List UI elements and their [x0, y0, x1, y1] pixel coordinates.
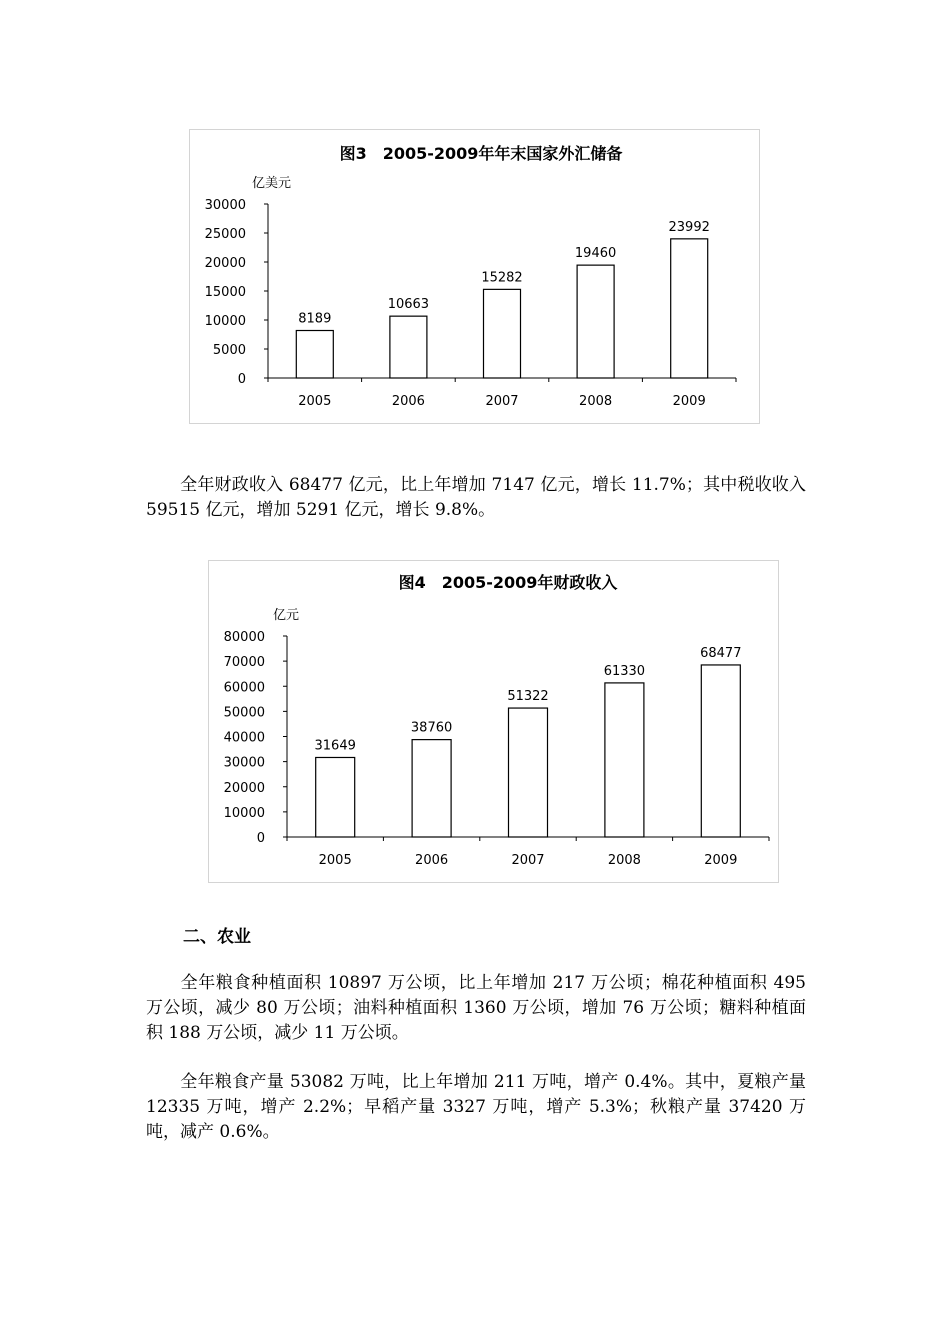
x-tick-label: 2008 [579, 394, 613, 409]
y-tick-label: 60000 [223, 680, 265, 696]
x-tick-label: 2005 [318, 853, 352, 868]
bar-value-label: 38760 [410, 720, 453, 736]
y-tick-label: 25000 [204, 227, 246, 242]
y-tick-label: 0 [256, 831, 265, 846]
y-tick-label: 20000 [223, 780, 265, 796]
chart-title: 图4 2005-2009年财政收入 [398, 573, 618, 592]
y-tick-label: 20000 [204, 256, 246, 271]
y-tick-label: 70000 [223, 655, 265, 671]
x-tick-label: 2008 [607, 853, 641, 868]
section-heading-agriculture: 二、农业 [183, 927, 251, 947]
chart-foreign-reserves-svg [190, 130, 759, 423]
y-axis-unit: 亿元 [273, 608, 300, 623]
y-axis-unit: 亿美元 [252, 176, 292, 191]
bar-value-label: 68477 [700, 645, 742, 661]
y-tick-label: 15000 [204, 285, 246, 300]
bar-2009 [671, 239, 708, 378]
y-tick-label: 10000 [204, 314, 246, 329]
x-tick-label: 2007 [511, 853, 545, 868]
bar-value-label: 15282 [481, 270, 523, 286]
paragraph-grain-output-text: 全年粮食产量 53082 万吨，比上年增加 211 万吨，增产 0.4%。其中，夏粮产量 12335 万吨，增产 2.2%；早稻产量 3327 万吨，增产 5.3%；秋粮产量 37420 万吨，减产 0.6%。 [146, 1072, 806, 1142]
x-tick-label: 2006 [391, 394, 425, 409]
chart-title: 图3 2005-2009年年末国家外汇储备 [339, 144, 623, 163]
bar-2007 [484, 289, 521, 378]
y-tick-label: 30000 [204, 198, 246, 213]
y-tick-label: 80000 [223, 630, 265, 645]
bar-value-label: 51322 [507, 689, 549, 705]
paragraph-planting-area-text: 全年粮食种植面积 10897 万公顷，比上年增加 217 万公顷；棉花种植面积 495 万公顷，减少 80 万公顷；油料种植面积 1360 万公顷，增加 76 万公顷；糖料种植面积 188 万公顷，减少 11 万公顷。 [146, 973, 806, 1043]
bar-2006 [412, 740, 451, 837]
paragraph-planting-area [146, 971, 806, 1046]
bar-2005 [316, 757, 355, 837]
bar-value-label: 19460 [574, 246, 617, 262]
x-tick-label: 2009 [704, 853, 738, 868]
y-tick-label: 5000 [212, 343, 246, 358]
bar-value-label: 8189 [298, 311, 332, 327]
chart-foreign-reserves [189, 129, 760, 424]
x-tick-label: 2006 [415, 853, 449, 868]
x-tick-label: 2007 [485, 394, 519, 409]
x-tick-label: 2005 [298, 394, 332, 409]
bar-2007 [509, 708, 548, 837]
y-tick-label: 50000 [223, 705, 265, 721]
y-tick-label: 30000 [223, 755, 265, 771]
y-tick-label: 40000 [223, 730, 265, 746]
bar-value-label: 31649 [314, 738, 356, 754]
bar-2006 [390, 316, 427, 378]
paragraph-fiscal-revenue [146, 473, 806, 523]
bar-2005 [296, 331, 333, 378]
bar-value-label: 61330 [603, 663, 646, 679]
paragraph-grain-output [146, 1070, 806, 1145]
bar-2008 [577, 265, 614, 378]
bar-value-label: 23992 [668, 219, 710, 235]
paragraph-fiscal-revenue-text: 全年财政收入 68477 亿元，比上年增加 7147 亿元，增长 11.7%；其中税收收入 59515 亿元，增加 5291 亿元，增长 9.8%。 [146, 475, 806, 520]
bar-2008 [605, 683, 644, 837]
y-tick-label: 0 [237, 372, 246, 387]
chart-fiscal-revenue-svg [209, 561, 778, 882]
x-tick-label: 2009 [672, 394, 706, 409]
bar-2009 [701, 665, 740, 837]
bar-value-label: 10663 [387, 297, 430, 313]
chart-fiscal-revenue [208, 560, 779, 883]
y-tick-label: 10000 [223, 805, 265, 821]
